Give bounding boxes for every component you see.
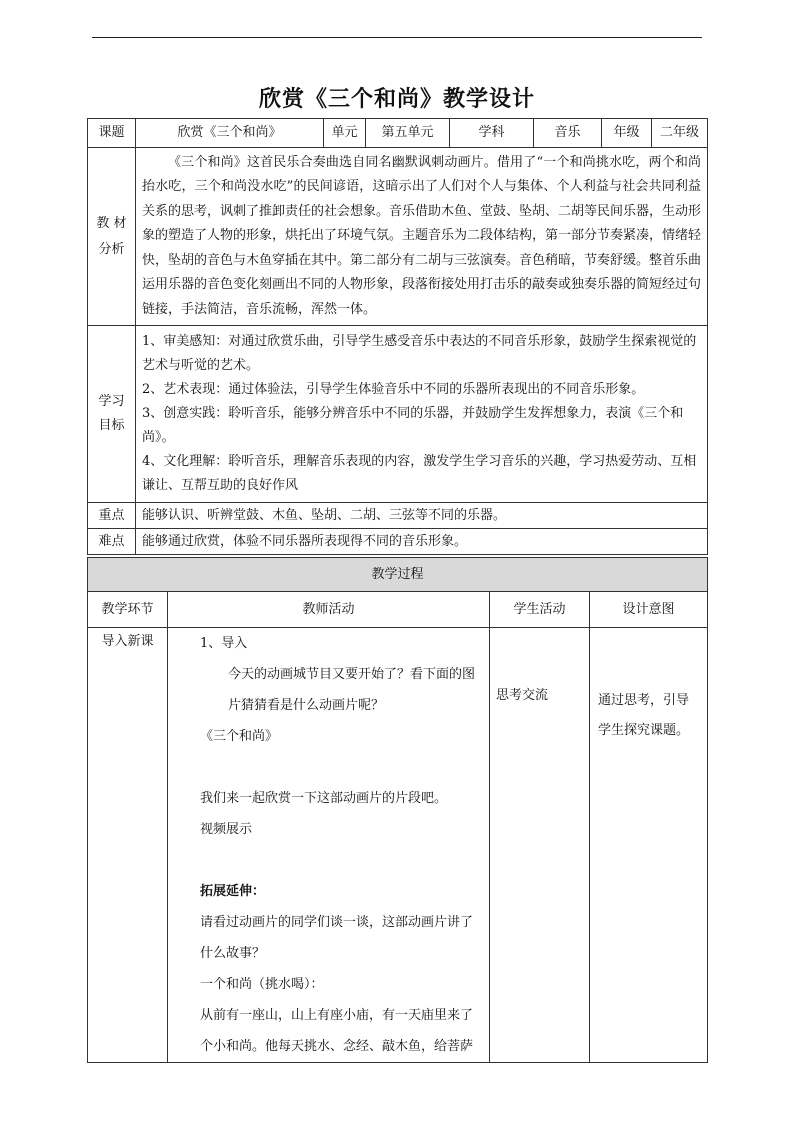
objective-item: 1、审美感知：对通过欣赏乐曲，引导学生感受音乐中表达的不同音乐形象，鼓励学生探索视觉的艺术与听觉的艺术。 (142, 334, 697, 373)
spacer (200, 752, 483, 783)
material-label-line2: 分析 (98, 241, 125, 257)
student-text: 思考交流 (496, 688, 549, 703)
intent-text: 通过思考，引导学生探究课题。 (598, 693, 690, 738)
teacher-text: 《三个和尚》 (200, 729, 279, 744)
stage-cell: 导入新课 (88, 628, 168, 1063)
subject-value: 音乐 (534, 119, 602, 148)
grade-value: 二年级 (652, 119, 708, 148)
teacher-text: 视频展示 (200, 822, 253, 837)
header-rule (92, 37, 702, 38)
teacher-text: 今天的动画城节目又要开始了？看下面的图片猜猜看是什么动画片呢？ (228, 667, 476, 713)
teacher-text: 一个和尚（挑水喝）： (200, 977, 324, 992)
column-teacher: 教师活动 (168, 592, 490, 628)
objectives-label-line1: 学习 (98, 394, 125, 409)
objectives-label (88, 326, 136, 503)
lesson-value: 欣赏《三个和尚》 (136, 119, 324, 148)
objectives-label-line2: 目标 (98, 418, 125, 433)
key-point-label: 重点 (88, 503, 136, 529)
difficulty-text: 能够通过欣赏，体验不同乐器所表现得不同的音乐形象。 (136, 529, 708, 555)
lesson-info-table (87, 118, 708, 555)
material-label (88, 148, 136, 326)
objective-item: 4、文化理解：聆听音乐，理解音乐表现的内容，激发学生学习音乐的兴趣，学习热爱劳动、互相谦让、互帮互助的良好作风 (142, 454, 697, 493)
spacer (200, 845, 483, 876)
teacher-text: 从前有一座山，山上有座小庙，有一天庙里来了个小和尚。他每天挑水、念经、敲木鱼，给菩萨 (200, 1008, 474, 1054)
design-intent (590, 628, 708, 1063)
column-intent: 设计意图 (590, 592, 708, 628)
process-header: 教学过程 (88, 558, 708, 592)
subject-label: 学科 (450, 119, 534, 148)
material-label-line1: 教 材 (96, 215, 127, 231)
unit-label: 单元 (324, 119, 366, 148)
column-stage: 教学环节 (88, 592, 168, 628)
extension-heading: 拓展延伸： (200, 884, 266, 899)
grade-label: 年级 (602, 119, 652, 148)
objective-item: 3、创意实践：聆听音乐，能够分辨音乐中不同的乐器，并鼓励学生发挥想象力，表演《三个和尚》。 (142, 406, 684, 445)
teaching-process-table (87, 557, 708, 1063)
unit-value: 第五单元 (366, 119, 450, 148)
page-title: 欣赏《三个和尚》教学设计 (258, 87, 535, 112)
teacher-text: 请看过动画片的同学们谈一谈，这部动画片讲了什么故事？ (200, 915, 474, 961)
objective-item: 2、艺术表现：通过体验法，引导学生体验音乐中不同的乐器所表现出的不同音乐形象。 (142, 382, 645, 397)
lesson-label: 课题 (88, 119, 136, 148)
student-activity (490, 628, 590, 1063)
objectives-list (136, 326, 708, 503)
column-student: 学生活动 (490, 592, 590, 628)
teacher-text: 我们来一起欣赏一下这部动画片的片段吧。 (200, 791, 448, 806)
teacher-activity (168, 628, 490, 1063)
material-analysis-text: 《三个和尚》这首民乐合奏曲选自同名幽默讽刺动画片。借用了“一个和尚挑水吃，两个和尚抬水吃，三个和尚没水吃”的民间谚语，这暗示出了人们对个人与集体、个人利益与社会共同利益关系的思考，讽刺了推卸责任的社会想象。音乐借助木鱼、堂鼓、坠胡、二胡等民间乐器，生动形象的塑造了人物的形象，烘托出了环境气氛。主题音乐为二段体结构，第一部分节奏紧凑，情绪轻快，坠胡的音色与木鱼穿插在其中。第二部分有二胡与三弦演奏。音色稍暗，节奏舒缓。整首乐曲运用乐器的音色变化刻画出不同的人物形象，段落衔接处用打击乐的敲奏或独奏乐器的简短经过句链接，手法简洁，音乐流畅，浑然一体。 (136, 148, 708, 326)
step-heading: 1、导入 (200, 636, 248, 651)
key-point-text: 能够认识、听辨堂鼓、木鱼、坠胡、二胡、三弦等不同的乐器。 (136, 503, 708, 529)
difficulty-label: 难点 (88, 529, 136, 555)
